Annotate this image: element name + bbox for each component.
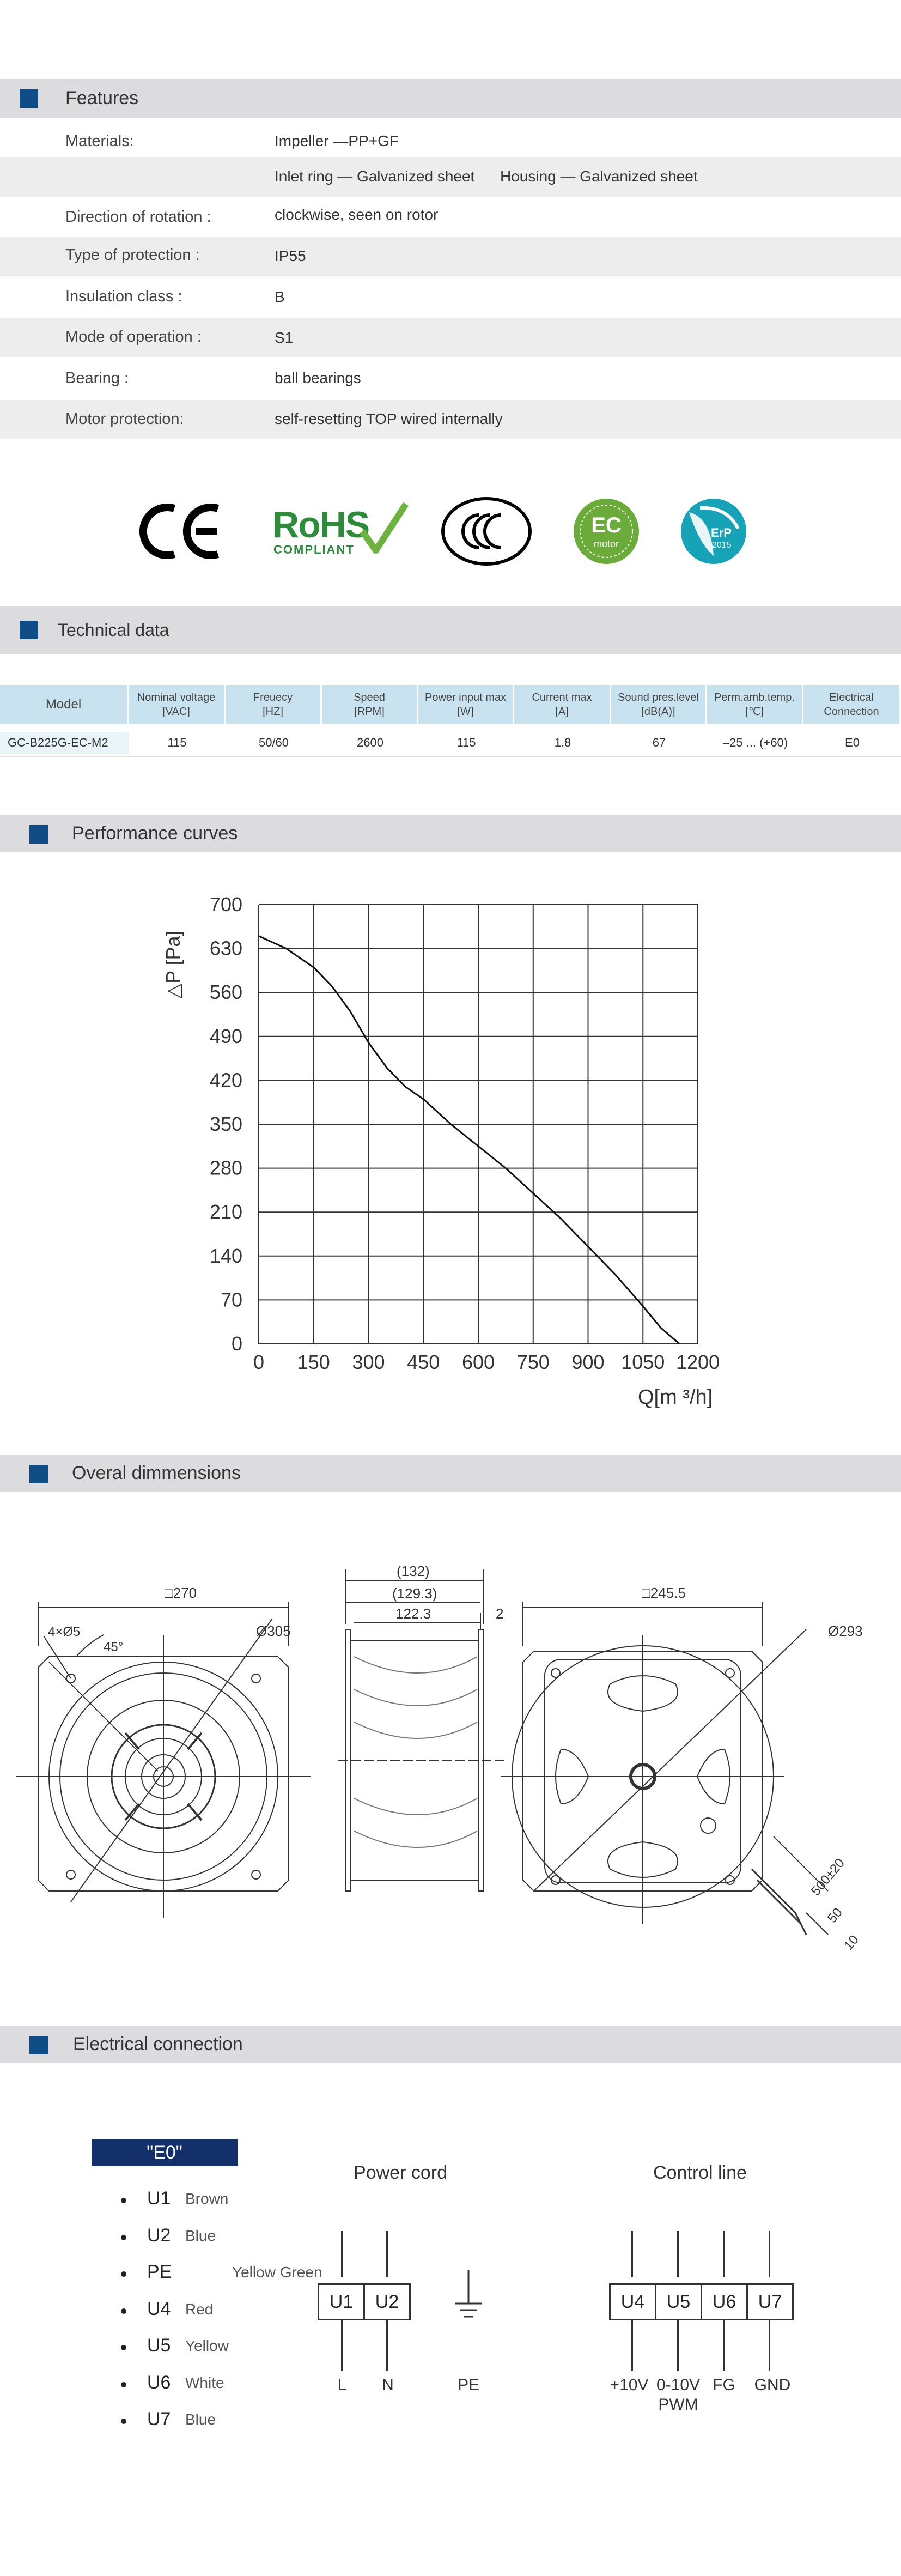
table-cell: 1.8 bbox=[554, 736, 571, 749]
wire-color: Yellow Green bbox=[232, 2264, 322, 2281]
connection-group-badge: "E0" bbox=[92, 2139, 238, 2166]
wire-code: U6 bbox=[147, 2372, 171, 2393]
rohs-text: RoHS bbox=[272, 504, 369, 545]
table-cell: 115 bbox=[167, 736, 187, 749]
y-tick-label: 210 bbox=[209, 1201, 242, 1223]
table-cell: 2600 bbox=[357, 736, 383, 749]
bullet-icon bbox=[121, 2235, 126, 2240]
x-tick-label: 450 bbox=[407, 1351, 440, 1373]
table-header-cell: Electrical Connection bbox=[803, 685, 901, 724]
feature-row-insulation bbox=[0, 277, 901, 317]
feature-row-bearing bbox=[0, 359, 901, 398]
bullet-icon bbox=[121, 2271, 126, 2277]
wire-color: Blue bbox=[185, 2227, 216, 2244]
wire-color: Brown bbox=[185, 2190, 229, 2207]
y-tick-label: 420 bbox=[209, 1069, 242, 1092]
performance-header bbox=[0, 815, 901, 852]
y-tick-label: 140 bbox=[209, 1244, 242, 1267]
label-l: L bbox=[337, 2376, 347, 2394]
terminal-u5: U5 bbox=[655, 2283, 702, 2320]
dim-cable-b: 10 bbox=[841, 1932, 862, 1953]
table-header-cell: Current max [A] bbox=[514, 685, 611, 724]
feature-label: Type of protection : bbox=[65, 246, 200, 264]
rohs-logo-icon bbox=[272, 501, 409, 561]
terminal-u1: U1 bbox=[318, 2283, 365, 2320]
wire-line bbox=[631, 2320, 633, 2371]
wire-line bbox=[677, 2231, 679, 2277]
ccc-logo-icon bbox=[440, 496, 533, 567]
table-cell: –25 ... (+60) bbox=[722, 736, 788, 749]
y-tick-label: 700 bbox=[209, 893, 242, 916]
wire-line bbox=[386, 2320, 388, 2371]
wire-code: PE bbox=[147, 2262, 172, 2282]
x-tick-label: 0 bbox=[253, 1351, 265, 1373]
dim-rear-dia: Ø293 bbox=[828, 1623, 863, 1639]
wire-color: Blue bbox=[185, 2411, 216, 2428]
technical-title: Technical data bbox=[58, 620, 169, 640]
electrical-header bbox=[0, 2026, 901, 2063]
ce-logo-icon bbox=[136, 499, 229, 564]
feature-label: Materials: bbox=[65, 132, 134, 150]
feature-row-materials-2 bbox=[0, 157, 901, 197]
feature-label: Insulation class : bbox=[65, 288, 182, 305]
features-header bbox=[0, 79, 901, 118]
terminal-u7: U7 bbox=[746, 2283, 794, 2320]
electrical-title: Electrical connection bbox=[73, 2034, 243, 2054]
feature-value: S1 bbox=[275, 329, 294, 346]
wire-color: Red bbox=[185, 2301, 214, 2318]
feature-row-operation bbox=[0, 318, 901, 357]
feature-row-motor-protection bbox=[0, 400, 901, 439]
dimensions-header bbox=[0, 1455, 901, 1492]
dim-side-thk: 2 bbox=[496, 1605, 504, 1622]
technical-header bbox=[0, 606, 901, 654]
table-cell: 67 bbox=[652, 736, 666, 749]
x-tick-label: 750 bbox=[516, 1351, 550, 1373]
y-tick-label: 280 bbox=[209, 1156, 242, 1179]
feature-value: Impeller —PP+GF bbox=[275, 132, 399, 149]
x-tick-label: 300 bbox=[352, 1351, 385, 1373]
series-line bbox=[259, 936, 679, 1344]
power-cord-title: Power cord bbox=[354, 2162, 447, 2183]
table-cell: GC-B225G-EC-M2 bbox=[0, 732, 129, 754]
table-header-cell: Model bbox=[0, 685, 129, 724]
y-tick-label: 350 bbox=[209, 1113, 242, 1135]
dim-cable-a: 50 bbox=[824, 1905, 845, 1926]
feature-row-protection bbox=[0, 237, 901, 276]
x-axis-label: Q[m ³/h] bbox=[638, 1386, 713, 1409]
wire-code: U4 bbox=[147, 2299, 171, 2319]
dim-side-overall: (132) bbox=[397, 1563, 430, 1579]
section-marker-icon bbox=[20, 621, 38, 639]
terminal-u6: U6 bbox=[701, 2283, 748, 2320]
performance-title: Performance curves bbox=[72, 823, 238, 844]
y-axis-label: △P [Pa] bbox=[162, 930, 184, 999]
wire-code: U7 bbox=[147, 2409, 171, 2429]
ec-text: EC bbox=[591, 513, 622, 537]
feature-label: Bearing : bbox=[65, 369, 129, 387]
y-tick-label: 0 bbox=[231, 1332, 242, 1355]
dim-cable-len: 500±20 bbox=[808, 1856, 848, 1899]
section-marker-icon bbox=[29, 825, 48, 844]
wire-line bbox=[386, 2231, 388, 2277]
dim-holes: 4×Ø5 bbox=[48, 1625, 81, 1639]
wire-code: U5 bbox=[147, 2335, 171, 2356]
label-0-10v: 0-10V bbox=[656, 2376, 701, 2394]
table-header-cell: Perm.amb.temp. [℃] bbox=[707, 685, 803, 724]
table-header-cell: Freuecy [HZ] bbox=[226, 685, 322, 724]
wire-code: U1 bbox=[147, 2188, 171, 2209]
ec-sub-text: motor bbox=[593, 538, 619, 549]
performance-chart bbox=[158, 888, 735, 1422]
label-pe: PE bbox=[457, 2376, 480, 2394]
front-view-drawing bbox=[16, 1575, 321, 1935]
wire-line bbox=[341, 2320, 343, 2371]
feature-value: clockwise, seen on rotor bbox=[275, 206, 439, 223]
side-view-drawing bbox=[338, 1559, 512, 1929]
y-tick-label: 490 bbox=[209, 1025, 242, 1047]
section-marker-icon bbox=[29, 1465, 48, 1483]
ec-motor-logo-icon bbox=[572, 497, 641, 566]
y-tick-label: 630 bbox=[209, 937, 242, 960]
feature-label: Mode of operation : bbox=[65, 328, 202, 346]
dim-front-width: □270 bbox=[165, 1585, 197, 1601]
label-fg: FG bbox=[713, 2376, 735, 2394]
feature-label: Direction of rotation : bbox=[65, 208, 211, 226]
table-divider bbox=[0, 756, 901, 757]
table-header-cell: Speed [RPM] bbox=[322, 685, 418, 724]
bullet-icon bbox=[121, 2345, 126, 2350]
x-tick-label: 600 bbox=[461, 1351, 495, 1373]
dim-side-inner: 122.3 bbox=[395, 1605, 431, 1622]
control-line-title: Control line bbox=[653, 2162, 747, 2183]
bullet-icon bbox=[121, 2198, 126, 2203]
table-cell: 115 bbox=[456, 736, 476, 749]
terminal-u2: U2 bbox=[363, 2283, 411, 2320]
wire-color: Yellow bbox=[185, 2337, 229, 2354]
label-gnd: GND bbox=[754, 2376, 791, 2394]
wire-line bbox=[631, 2231, 633, 2277]
section-marker-icon bbox=[20, 89, 38, 108]
feature-label: Motor protection: bbox=[65, 410, 184, 428]
table-cell: 50/60 bbox=[258, 736, 289, 749]
feature-row-rotation bbox=[0, 197, 901, 237]
feature-value: B bbox=[275, 288, 285, 305]
feature-value: IP55 bbox=[275, 247, 306, 264]
y-tick-label: 70 bbox=[220, 1288, 242, 1311]
wire-line bbox=[769, 2320, 770, 2371]
wire-line bbox=[677, 2320, 679, 2371]
feature-value: self-resetting TOP wired internally bbox=[275, 410, 503, 427]
bullet-icon bbox=[121, 2419, 126, 2424]
dim-side-mid: (129.3) bbox=[392, 1585, 437, 1602]
dim-angle: 45° bbox=[104, 1640, 124, 1654]
wire-line bbox=[769, 2231, 770, 2277]
wire-color: White bbox=[185, 2374, 224, 2391]
x-tick-label: 150 bbox=[297, 1351, 330, 1373]
rear-view-drawing bbox=[501, 1575, 888, 1967]
bullet-icon bbox=[121, 2308, 126, 2314]
dim-rear-width: □245.5 bbox=[642, 1585, 686, 1601]
label-pwm: PWM bbox=[658, 2396, 698, 2414]
section-marker-icon bbox=[29, 2036, 48, 2054]
erp-text: ErP bbox=[711, 526, 732, 540]
ground-icon bbox=[452, 2270, 485, 2330]
label-10v: +10V bbox=[610, 2376, 649, 2394]
feature-value: ball bearings bbox=[275, 369, 361, 386]
dimensions-title: Overal dimmensions bbox=[72, 1463, 241, 1483]
wire-line bbox=[723, 2231, 725, 2277]
feature-row-materials bbox=[0, 123, 901, 162]
table-cell: E0 bbox=[845, 736, 860, 749]
feature-value: Inlet ring — Galvanized sheet Housing — Galvanized sheet bbox=[275, 168, 698, 185]
table-header-cell: Power input max [W] bbox=[418, 685, 514, 724]
x-tick-label: 1050 bbox=[621, 1351, 665, 1373]
dim-front-dia: Ø305 bbox=[256, 1623, 291, 1639]
wire-line bbox=[341, 2231, 343, 2277]
bullet-icon bbox=[121, 2382, 126, 2387]
erp-logo-icon bbox=[678, 496, 749, 567]
wire-line bbox=[723, 2320, 725, 2371]
x-tick-label: 900 bbox=[571, 1351, 605, 1373]
wire-code: U2 bbox=[147, 2225, 171, 2246]
y-tick-label: 560 bbox=[209, 981, 242, 1004]
terminal-u4: U4 bbox=[609, 2283, 656, 2320]
rohs-sub-text: COMPLIANT bbox=[273, 543, 355, 556]
table-header-cell: Sound pres.level [dB(A)] bbox=[611, 685, 707, 724]
features-title: Features bbox=[65, 88, 139, 108]
x-tick-label: 1200 bbox=[675, 1351, 720, 1373]
erp-year-text: 2015 bbox=[712, 541, 732, 550]
table-header-cell: Nominal voltage [VAC] bbox=[129, 685, 226, 724]
label-n: N bbox=[382, 2376, 394, 2394]
